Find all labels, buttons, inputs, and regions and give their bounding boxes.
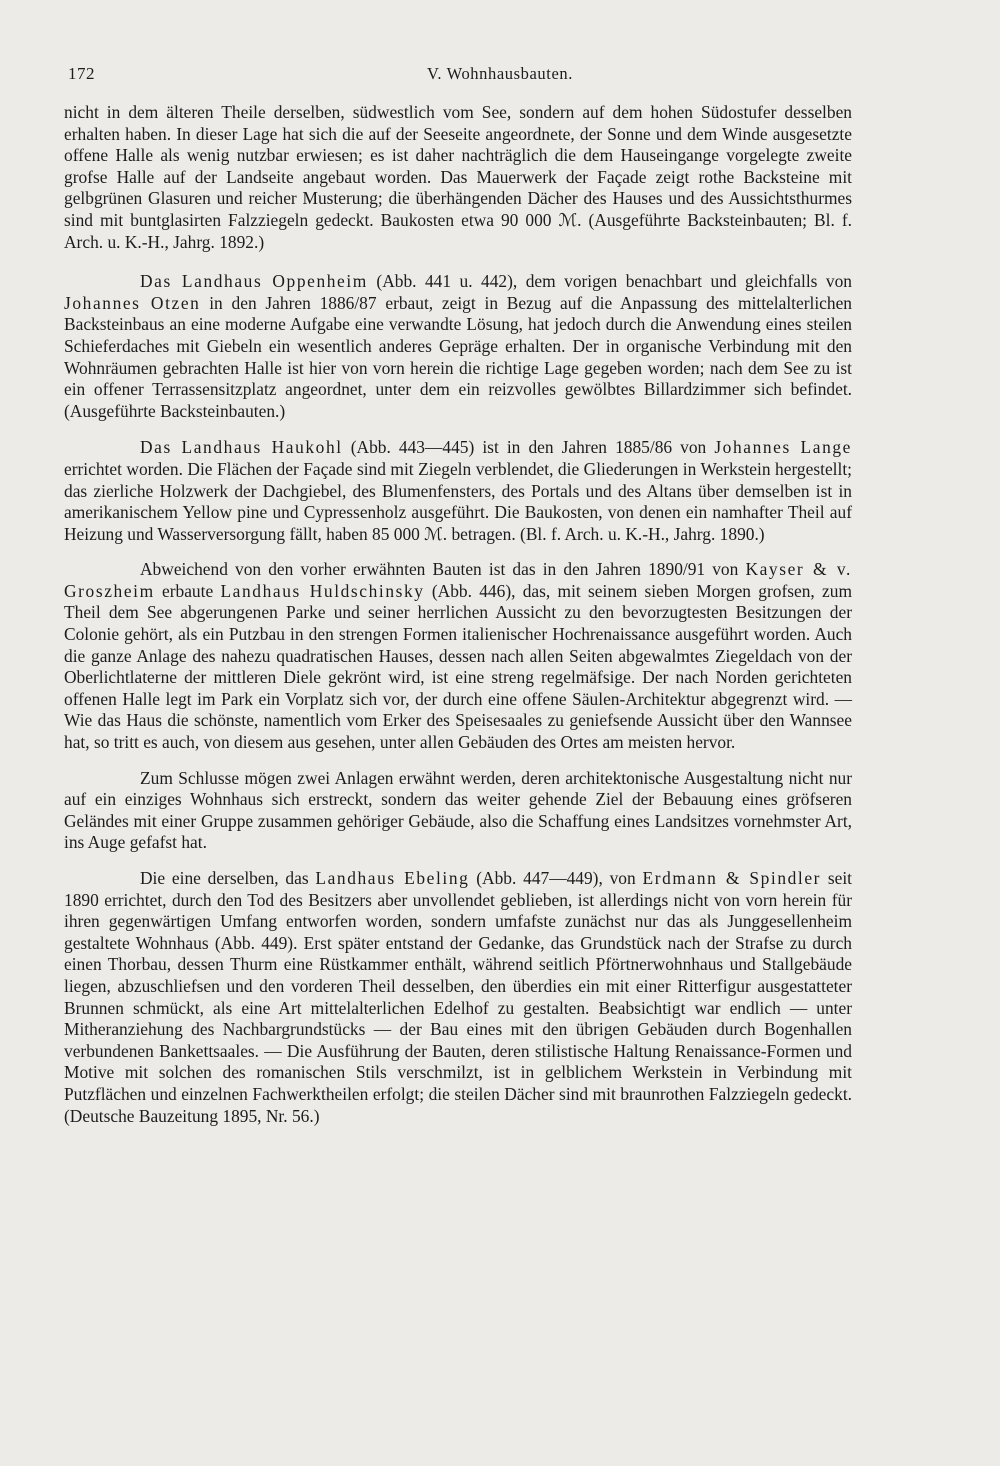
text-run: (Abb. 446), das, mit seinem sieben Morgen grofsen, zum Theil dem See abgerungenen Parke und seiner herrlichen Aussicht zu den bevorzugtesten Besitzungen der Colonie gehört, als ein Putzbau in den strengen Formen italienischer Hochrenaissance ausgeführt worden. Auch die ganze Anlage des nahezu quadratischen Hauses, dessen nach allen Seiten abgewalmtes Ziegeldach von der Oberlichtlaterne der mittleren Diele gekrönt wird, ist eine streng regelmäfsige. Der nach Norden gerichteten offenen Halle legt im Park ein Vorplatz sich vor, der durch eine offene Säulen-Architektur abgegrenzt wird. — Wie das Haus die schönste, namentlich vom Erker des Speisesaales zu geniefsende Aussicht über den Wannsee hat, so tritt es auch, von diesem aus gesehen, unter allen Gebäuden des Ortes am meisten hervor. [64, 580, 852, 753]
spaced-name: Das Landhaus Haukohl [140, 437, 343, 458]
page-number: 172 [68, 64, 95, 83]
spaced-name: Erdmann & Spindler [642, 868, 822, 888]
text-run: (Abb. 443—445) ist in den Jahren 1885/86 von [342, 437, 715, 458]
text-run: errichtet worden. Die Flächen der Façade sind mit Ziegeln verblendet, die Gliederungen in Werkstein hergestellt; das zierliche Holzwerk der Dachgiebel, des Blumenfensters, des Portals und des Altans über demselben ist in amerikanischem Yellow pine und Cypressenholz ausgeführt. Die Baukosten, von denen ein namhafter Theil auf Heizung und Wasserversorgung fällt, haben 85 000 ℳ. betragen. (Bl. f. Arch. u. K.-H., Jahrg. 1890.) [64, 458, 852, 544]
spaced-name: Das Landhaus Oppenheim [140, 271, 368, 292]
text-run: Die eine derselben, das [140, 868, 316, 888]
paragraph [64, 868, 852, 1127]
spaced-name: Landhaus Ebeling [315, 868, 470, 888]
text-run: (Abb. 447—449), von [469, 868, 643, 888]
paragraph [64, 271, 852, 422]
spaced-name: Johannes Otzen [64, 292, 201, 313]
paragraph [64, 559, 852, 753]
paragraph [64, 768, 852, 854]
running-title: V. Wohnhausbauten. [427, 64, 573, 83]
text-run: nicht in dem älteren Theile derselben, südwestlich vom See, sondern auf dem hohen Südostufer desselben erhalten haben. In dieser Lage hat sich die auf der Seeseite angeordnete, der Sonne und dem Winde ausgesetzte offene Halle als wenig nutzbar erwiesen; es ist daher nachträglich die dem Hauseingange vorgelegte zweite grofse Halle auf der Landseite angebaut worden. Das Mauerwerk der Façade zeigt rothe Backsteine mit gelbgrünen Glasuren und reicher Musterung; die überhängenden Dächer des Hauses und des Aussichtsthurmes sind mit buntglasirten Falzziegeln gedeckt. Baukosten etwa 90 000 ℳ. (Ausgeführte Backsteinbauten; Bl. f. Arch. u. K.-H., Jahrg. 1892.) [64, 102, 852, 252]
paragraph [64, 102, 852, 253]
spaced-name: Kayser & v. Groszheim [64, 559, 852, 601]
text-run: Zum Schlusse mögen zwei Anlagen erwähnt werden, deren architektonische Ausgestaltung nicht nur auf ein einziges Wohnhaus sich erstreckt, sondern das weiter gehende Ziel der Bebauung eines gröfseren Geländes mit einer Gruppe zusammen gehöriger Gebäude, also die Schaffung eines Landsitzes vornehmster Art, ins Auge gefafst hat. [64, 767, 852, 853]
spaced-name: Landhaus Huldschinsky [220, 580, 425, 601]
body-text [64, 102, 852, 1127]
text-run: erbaute [154, 580, 221, 601]
text-run: Abweichend von den vorher erwähnten Bauten ist das in den Jahren 1890/91 von [140, 559, 746, 580]
text-run: in den Jahren 1886/87 erbaut, zeigt in Bezug auf die Anpassung des mittelalterlichen Backsteinbaus an eine moderne Aufgabe eine verwandte Lösung, hat jedoch durch die Anwendung eines steilen Schieferdaches mit Giebeln ein wesentlich anderes Gepräge erhalten. Der in organische Verbindung mit den Wohnräumen gebrachten Halle ist hier von vorn herein die richtige Lage gegeben worden; nach dem See zu ist ein offener Terrassensitzplatz angeordnet, unter dem ein reizvolles gewölbtes Billardzimmer sich befindet. (Ausgeführte Backsteinbauten.) [64, 292, 852, 421]
text-run: (Abb. 441 u. 442), dem vorigen benachbart und gleichfalls von [367, 271, 853, 292]
spaced-name: Johannes Lange [714, 437, 852, 458]
paragraph [64, 437, 852, 545]
text-run: seit 1890 errichtet, durch den Tod des Besitzers aber unvollendet geblieben, ist allerdings nicht von vorn herein für ihren gegenwärtigen Umfang entworfen worden, sondern umfafste zunächst nur das als Junggesellenheim gestaltete Wohnhaus (Abb. 449). Erst später entstand der Gedanke, das Grundstück nach der Strafse zu durch einen Thorbau, dessen Thurm eine Rüstkammer enthält, während seitlich Pförtnerwohnhaus und Stallgebäude liegen, abzuschliefsen und den vorderen Theil desselben, den überdies ein mit einer Ritterfigur ausgestatteter Brunnen schmückt, als eine Art mittelalterlichen Edelhof zu gestalten. Beabsichtigt war endlich — unter Mitheranziehung des Nachbargrundstücks — der Bau eines mit den übrigen Gebäuden durch Bogenhallen verbundenen Bankettsaales. — Die Ausführung der Bauten, deren stilistische Haltung Renaissance-Formen und Motive mit solchen des romanischen Stils verschmilzt, ist in gelblichem Werkstein in Verbindung mit Putzflächen und einzelnen Fachwerktheilen erfolgt; die steilen Dächer sind mit braunrothen Falzziegeln gedeckt. (Deutsche Bauzeitung 1895, Nr. 56.) [64, 868, 852, 1126]
